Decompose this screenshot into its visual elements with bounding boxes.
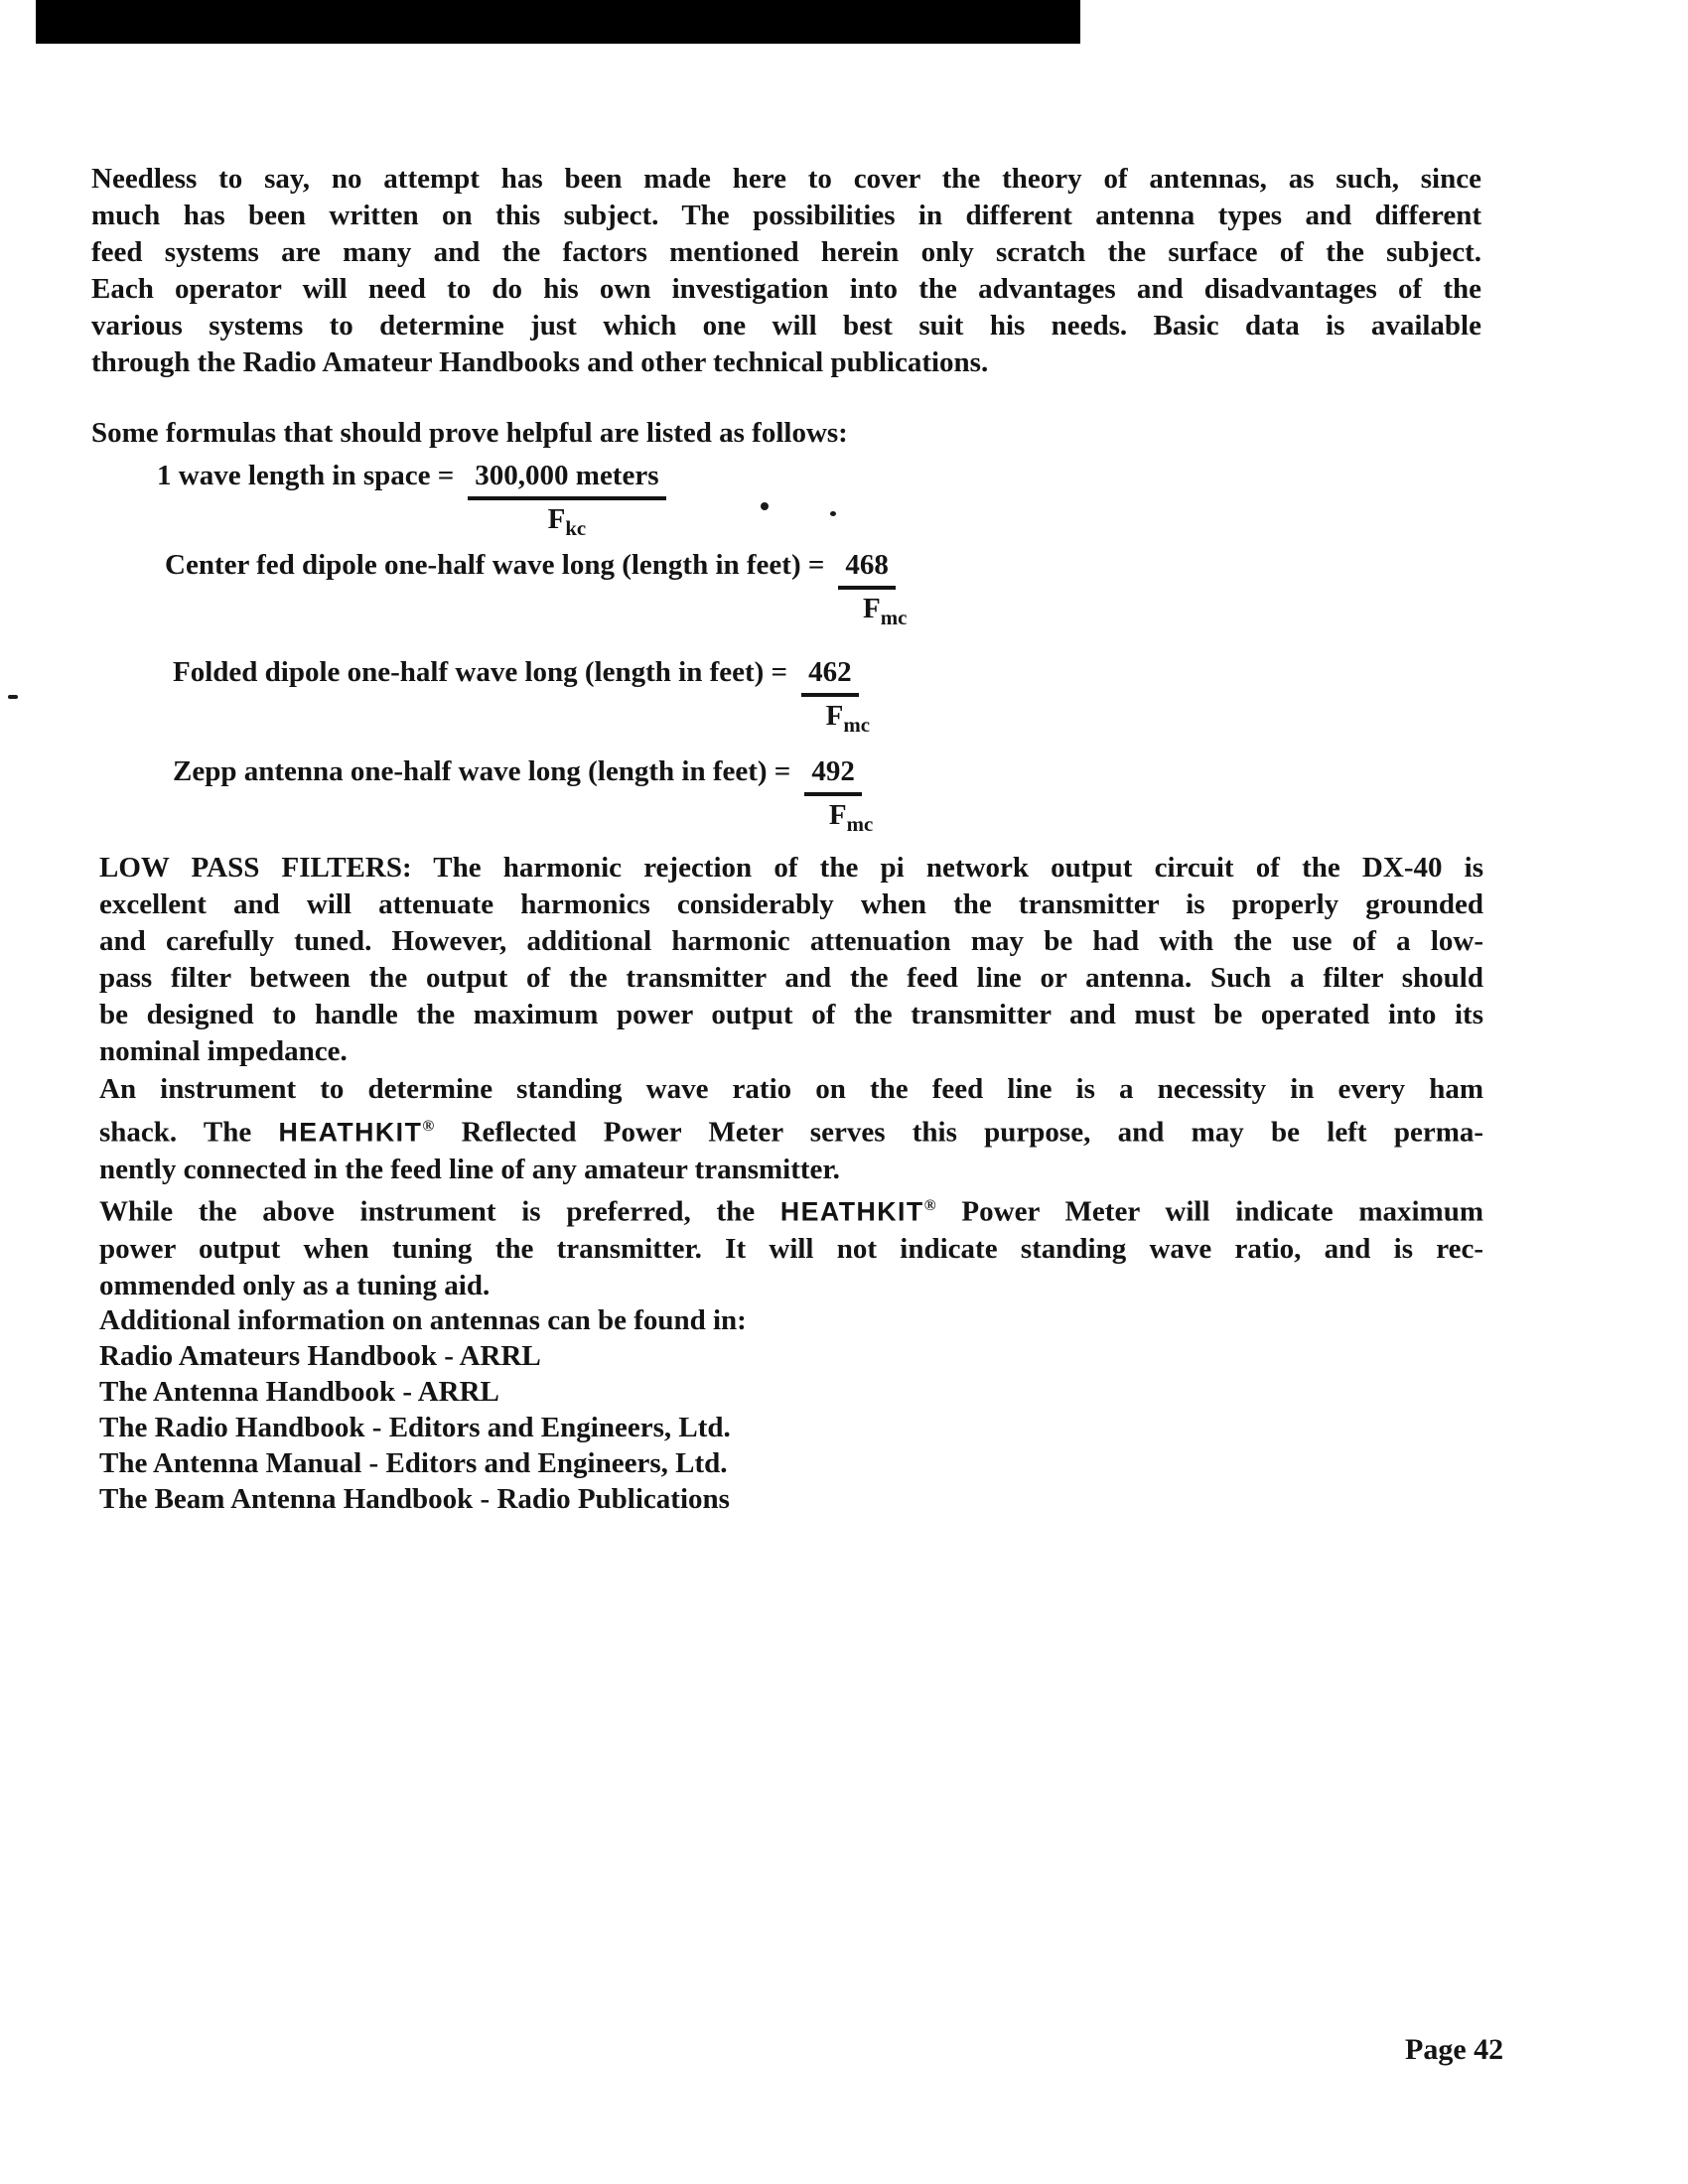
swr-line-2: shack. The HEATHKIT® Reflected Power Meter serves this purpose, and may be left perma- <box>99 1116 1484 1149</box>
references-intro: Additional information on antennas can be found in: <box>99 1304 747 1336</box>
formula-center-fed-dipole <box>165 548 908 629</box>
heathkit-brand: HEATHKIT <box>278 1117 423 1148</box>
page-number: Page 42 <box>1405 2033 1504 2066</box>
reference-list <box>99 1302 1483 1517</box>
reference-item: Radio Amateurs Handbook - ARRL <box>99 1340 541 1372</box>
lowpass-line-6: nominal impedance. <box>99 1035 348 1067</box>
fraction-denominator: $F_{mc}$ <box>828 799 874 836</box>
formula-folded-dipole <box>173 655 871 737</box>
paragraph-swr-instrument <box>99 1071 1483 1188</box>
fraction-denominator: $F_{mc}$ <box>825 700 871 737</box>
lowpass-line-1: LOW PASS FILTERS: The harmonic rejection of the pi network output circuit of the DX-40 is <box>99 852 1483 884</box>
fraction <box>804 754 874 836</box>
paragraph-power-meter <box>99 1187 1483 1304</box>
formulas-intro-line: Some formulas that should prove helpful are listed as follows: <box>91 417 848 449</box>
fraction <box>468 459 665 539</box>
power-meter-line-2: power output when tuning the transmitter. It will not indicate standing wave ratio, and is rec- <box>99 1232 1483 1265</box>
fraction-denominator: $F_{mc}$ <box>862 593 908 629</box>
swr-line-1: An instrument to determine standing wave ratio on the feed line is a necessity in every ham <box>99 1073 1483 1105</box>
paragraph-intro <box>91 161 1481 381</box>
formulas-intro <box>91 415 1481 452</box>
intro-line-5: various systems to determine just which one will best suit his needs. Basic data is available <box>91 310 1481 341</box>
heathkit-brand: HEATHKIT <box>779 1196 924 1227</box>
intro-line-2: much has been written on this subject. The possibilities in different antenna types and different <box>91 200 1481 231</box>
formula-zepp-antenna <box>173 754 874 836</box>
intro-line-6: through the Radio Amateur Handbooks and other technical publications. <box>91 346 989 378</box>
fraction-numerator: 300,000 meters <box>468 459 665 500</box>
fraction-numerator: 468 <box>838 548 896 590</box>
swr-line-3: nently connected in the feed line of any amateur transmitter. <box>99 1153 840 1185</box>
lowpass-line-3: and carefully tuned. However, additional harmonic attenuation may be had with the use of a low- <box>99 925 1483 957</box>
fraction <box>801 655 871 737</box>
formula-folded-label: Folded dipole one-half wave long (length in feet) = <box>173 656 788 688</box>
lowpass-line-2: excellent and will attenuate harmonics considerably when the transmitter is properly grounded <box>99 888 1483 920</box>
intro-line-4: Each operator will need to do his own investigation into the advantages and disadvantages of the <box>91 273 1481 305</box>
reference-item: The Antenna Handbook - ARRL <box>99 1376 499 1408</box>
intro-line-3: feed systems are many and the factors mentioned herein only scratch the surface of the subject. <box>91 236 1481 268</box>
fraction <box>838 548 908 629</box>
registered-mark: ® <box>422 1118 435 1135</box>
intro-line-1: Needless to say, no attempt has been made here to cover the theory of antennas, as such, since <box>91 163 1481 195</box>
fraction-denominator: $F_{kc}$ <box>547 503 587 540</box>
scan-speck <box>830 511 836 516</box>
formula-zepp-label: Zepp antenna one-half wave long (length in feet) = <box>173 755 791 787</box>
reference-item: The Antenna Manual - Editors and Engineers, Ltd. <box>99 1447 728 1479</box>
registered-mark: ® <box>923 1197 936 1214</box>
reference-item: The Radio Handbook - Editors and Engineers, Ltd. <box>99 1412 731 1443</box>
formula-wavelength <box>157 459 666 539</box>
lowpass-line-4: pass filter between the output of the transmitter and the feed line or antenna. Such a filter should <box>99 962 1483 994</box>
fraction-numerator: 462 <box>801 655 859 697</box>
fraction-numerator: 492 <box>804 754 862 796</box>
formula-wavelength-label: 1 wave length in space = <box>157 460 455 491</box>
power-meter-line-1: While the above instrument is preferred, the HEATHKIT® Power Meter will indicate maximum <box>99 1195 1483 1228</box>
scan-artifact-bar <box>36 0 1080 44</box>
scan-speck <box>8 695 18 699</box>
paragraph-low-pass-filters <box>99 850 1483 1070</box>
scan-speck <box>761 502 769 510</box>
formula-center-fed-label: Center fed dipole one-half wave long (length in feet) = <box>165 549 825 581</box>
lowpass-line-5: be designed to handle the maximum power output of the transmitter and must be operated into its <box>99 999 1483 1030</box>
power-meter-line-3: ommended only as a tuning aid. <box>99 1269 491 1301</box>
reference-item: The Beam Antenna Handbook - Radio Publications <box>99 1483 730 1515</box>
